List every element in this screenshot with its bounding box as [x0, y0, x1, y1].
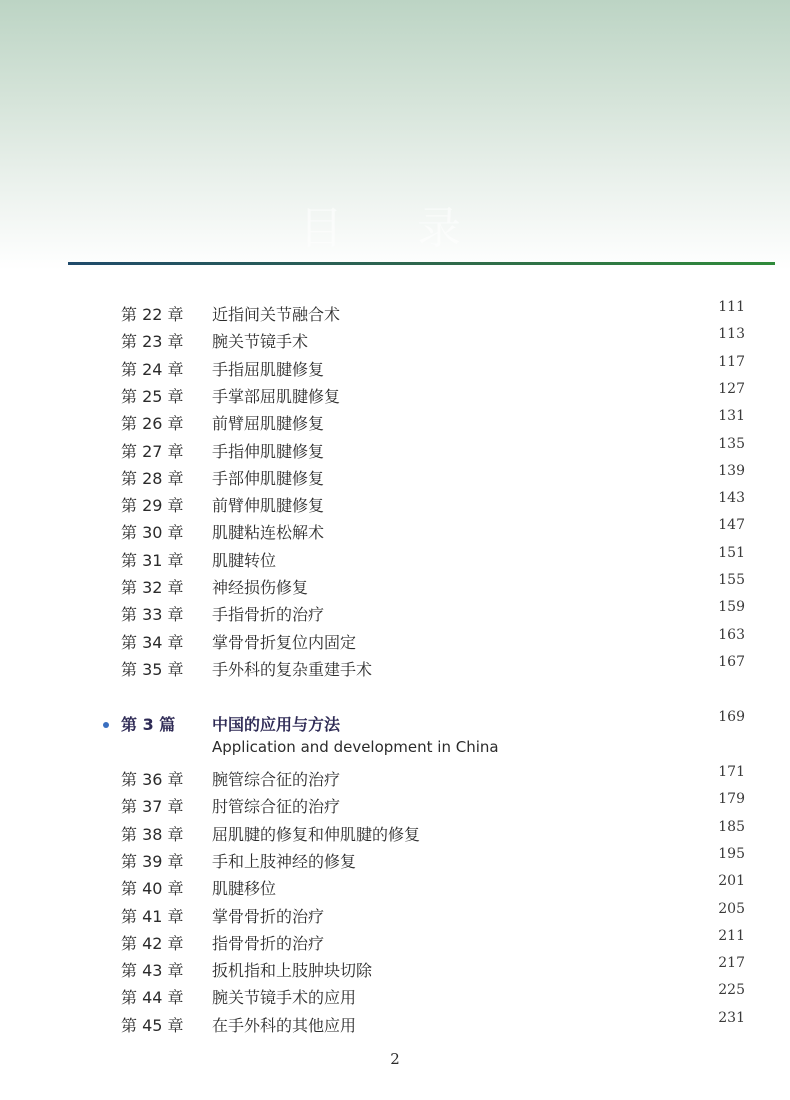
toc-entry[interactable] — [0, 764, 790, 793]
chapter-page: 167 — [718, 653, 745, 670]
chapter-page: 135 — [718, 435, 745, 452]
toc-entry[interactable] — [0, 818, 790, 848]
toc-heading: 目 录 — [299, 203, 491, 254]
chapter-title: 手外科的复杂重建手术 — [212, 659, 373, 679]
chapter-title: 指骨骨折的治疗 — [212, 933, 325, 953]
chapter-number: 第 33 章 — [121, 605, 184, 625]
chapter-number: 第 25 章 — [121, 386, 184, 406]
chapter-title: 腕管综合征的治疗 — [212, 770, 341, 789]
chapter-number: 第 41 章 — [121, 906, 184, 926]
toc-entry[interactable] — [0, 653, 790, 683]
chapter-page: 231 — [718, 1009, 745, 1026]
chapter-number: 第 39 章 — [121, 851, 184, 871]
chapter-number: 第 31 章 — [121, 550, 184, 570]
toc-entry[interactable] — [0, 599, 790, 628]
chapter-number: 第 34 章 — [121, 632, 184, 652]
chapter-number: 第 38 章 — [121, 824, 184, 844]
chapter-page: 163 — [718, 626, 745, 643]
chapter-page: 111 — [718, 299, 745, 315]
chapter-title: 腕关节镜手术的应用 — [212, 988, 357, 1008]
chapter-title: 腕关节镜手术 — [212, 332, 309, 352]
chapter-title: 在手外科的其他应用 — [212, 1015, 357, 1035]
toc-entry[interactable] — [0, 517, 790, 546]
part-page: 169 — [718, 709, 745, 725]
part-title: 中国的应用与方法 — [212, 715, 341, 734]
chapter-page: 143 — [718, 490, 745, 507]
chapter-page: 225 — [718, 982, 745, 999]
header-rule — [68, 262, 775, 265]
chapter-title: 手指伸肌腱修复 — [212, 441, 325, 461]
toc-entry[interactable] — [0, 955, 790, 984]
chapter-title: 掌骨骨折复位内固定 — [212, 632, 357, 652]
chapter-page: 131 — [718, 408, 745, 425]
part-label: 第 3 篇 — [121, 715, 176, 734]
chapter-page: 159 — [718, 599, 745, 616]
chapter-number: 第 40 章 — [121, 879, 184, 899]
toc-entry[interactable] — [0, 900, 790, 930]
chapter-title: 屈肌腱的修复和伸肌腱的修复 — [212, 824, 421, 844]
chapter-title: 手指屈肌腱修复 — [212, 359, 325, 379]
page-number: 2 — [390, 1050, 400, 1068]
bullet-icon — [103, 722, 109, 728]
chapter-number: 第 44 章 — [121, 988, 184, 1008]
toc-entry[interactable] — [0, 845, 790, 875]
toc-entry[interactable] — [0, 572, 790, 601]
toc-entry[interactable] — [0, 1009, 790, 1039]
chapter-number: 第 32 章 — [121, 578, 184, 597]
chapter-title: 手和上肢神经的修复 — [212, 851, 357, 871]
chapter-number: 第 29 章 — [121, 496, 184, 516]
chapter-page: 117 — [718, 353, 745, 370]
chapter-page: 195 — [718, 845, 745, 862]
chapter-number: 第 42 章 — [121, 933, 184, 953]
toc-entry[interactable] — [0, 408, 790, 437]
toc-entry[interactable] — [0, 544, 790, 574]
chapter-title: 手指骨折的治疗 — [212, 605, 325, 625]
toc-entry[interactable] — [0, 873, 790, 902]
chapter-page: 217 — [718, 955, 745, 972]
chapter-page: 205 — [718, 900, 745, 917]
chapter-title: 肘管综合征的治疗 — [212, 797, 341, 817]
chapter-title: 神经损伤修复 — [212, 578, 309, 597]
toc-entry[interactable] — [0, 791, 790, 820]
chapter-title: 前臂屈肌腱修复 — [212, 414, 325, 434]
chapter-page: 147 — [718, 517, 745, 534]
chapter-number: 第 24 章 — [121, 359, 184, 379]
chapter-title: 前臂伸肌腱修复 — [212, 496, 325, 516]
chapter-page: 139 — [718, 462, 745, 479]
chapter-title: 手部伸肌腱修复 — [212, 468, 325, 488]
chapter-number: 第 22 章 — [121, 305, 184, 324]
chapter-number: 第 27 章 — [121, 441, 184, 461]
toc-entry[interactable] — [0, 353, 790, 383]
chapter-title: 掌骨骨折的治疗 — [212, 906, 325, 926]
toc-entry[interactable] — [0, 435, 790, 465]
chapter-number: 第 28 章 — [121, 468, 184, 488]
chapter-number: 第 35 章 — [121, 659, 184, 679]
chapter-number: 第 43 章 — [121, 961, 184, 981]
chapter-number: 第 37 章 — [121, 797, 184, 817]
chapter-number: 第 30 章 — [121, 523, 184, 543]
chapter-number: 第 36 章 — [121, 770, 184, 789]
chapter-page: 185 — [718, 818, 745, 835]
chapter-title: 扳机指和上肢肿块切除 — [212, 961, 373, 981]
toc-entry[interactable] — [0, 326, 790, 355]
toc-entry[interactable] — [0, 490, 790, 519]
toc-entry[interactable] — [0, 380, 790, 410]
chapter-number: 第 23 章 — [121, 332, 184, 352]
toc-entry[interactable] — [0, 927, 790, 957]
chapter-title: 手掌部屈肌腱修复 — [212, 386, 341, 406]
chapter-page: 171 — [718, 764, 745, 780]
chapter-title: 肌腱转位 — [212, 550, 277, 570]
chapter-page: 127 — [718, 380, 745, 397]
chapter-title: 近指间关节融合术 — [212, 305, 341, 324]
chapter-page: 155 — [718, 572, 745, 588]
chapter-page: 201 — [718, 873, 745, 890]
part-heading[interactable] — [0, 709, 790, 738]
chapter-page: 113 — [718, 326, 745, 343]
toc-entry[interactable] — [0, 299, 790, 328]
toc-entry[interactable] — [0, 626, 790, 656]
toc-entry[interactable] — [0, 982, 790, 1011]
toc-entry[interactable] — [0, 462, 790, 492]
chapter-page: 179 — [718, 791, 745, 808]
part-subtitle: Application and development in China — [212, 738, 499, 756]
chapter-title: 肌腱粘连松解术 — [212, 523, 325, 543]
chapter-number: 第 26 章 — [121, 414, 184, 434]
chapter-page: 211 — [718, 927, 745, 944]
chapter-number: 第 45 章 — [121, 1015, 184, 1035]
chapter-page: 151 — [718, 544, 745, 561]
chapter-title: 肌腱移位 — [212, 879, 277, 899]
